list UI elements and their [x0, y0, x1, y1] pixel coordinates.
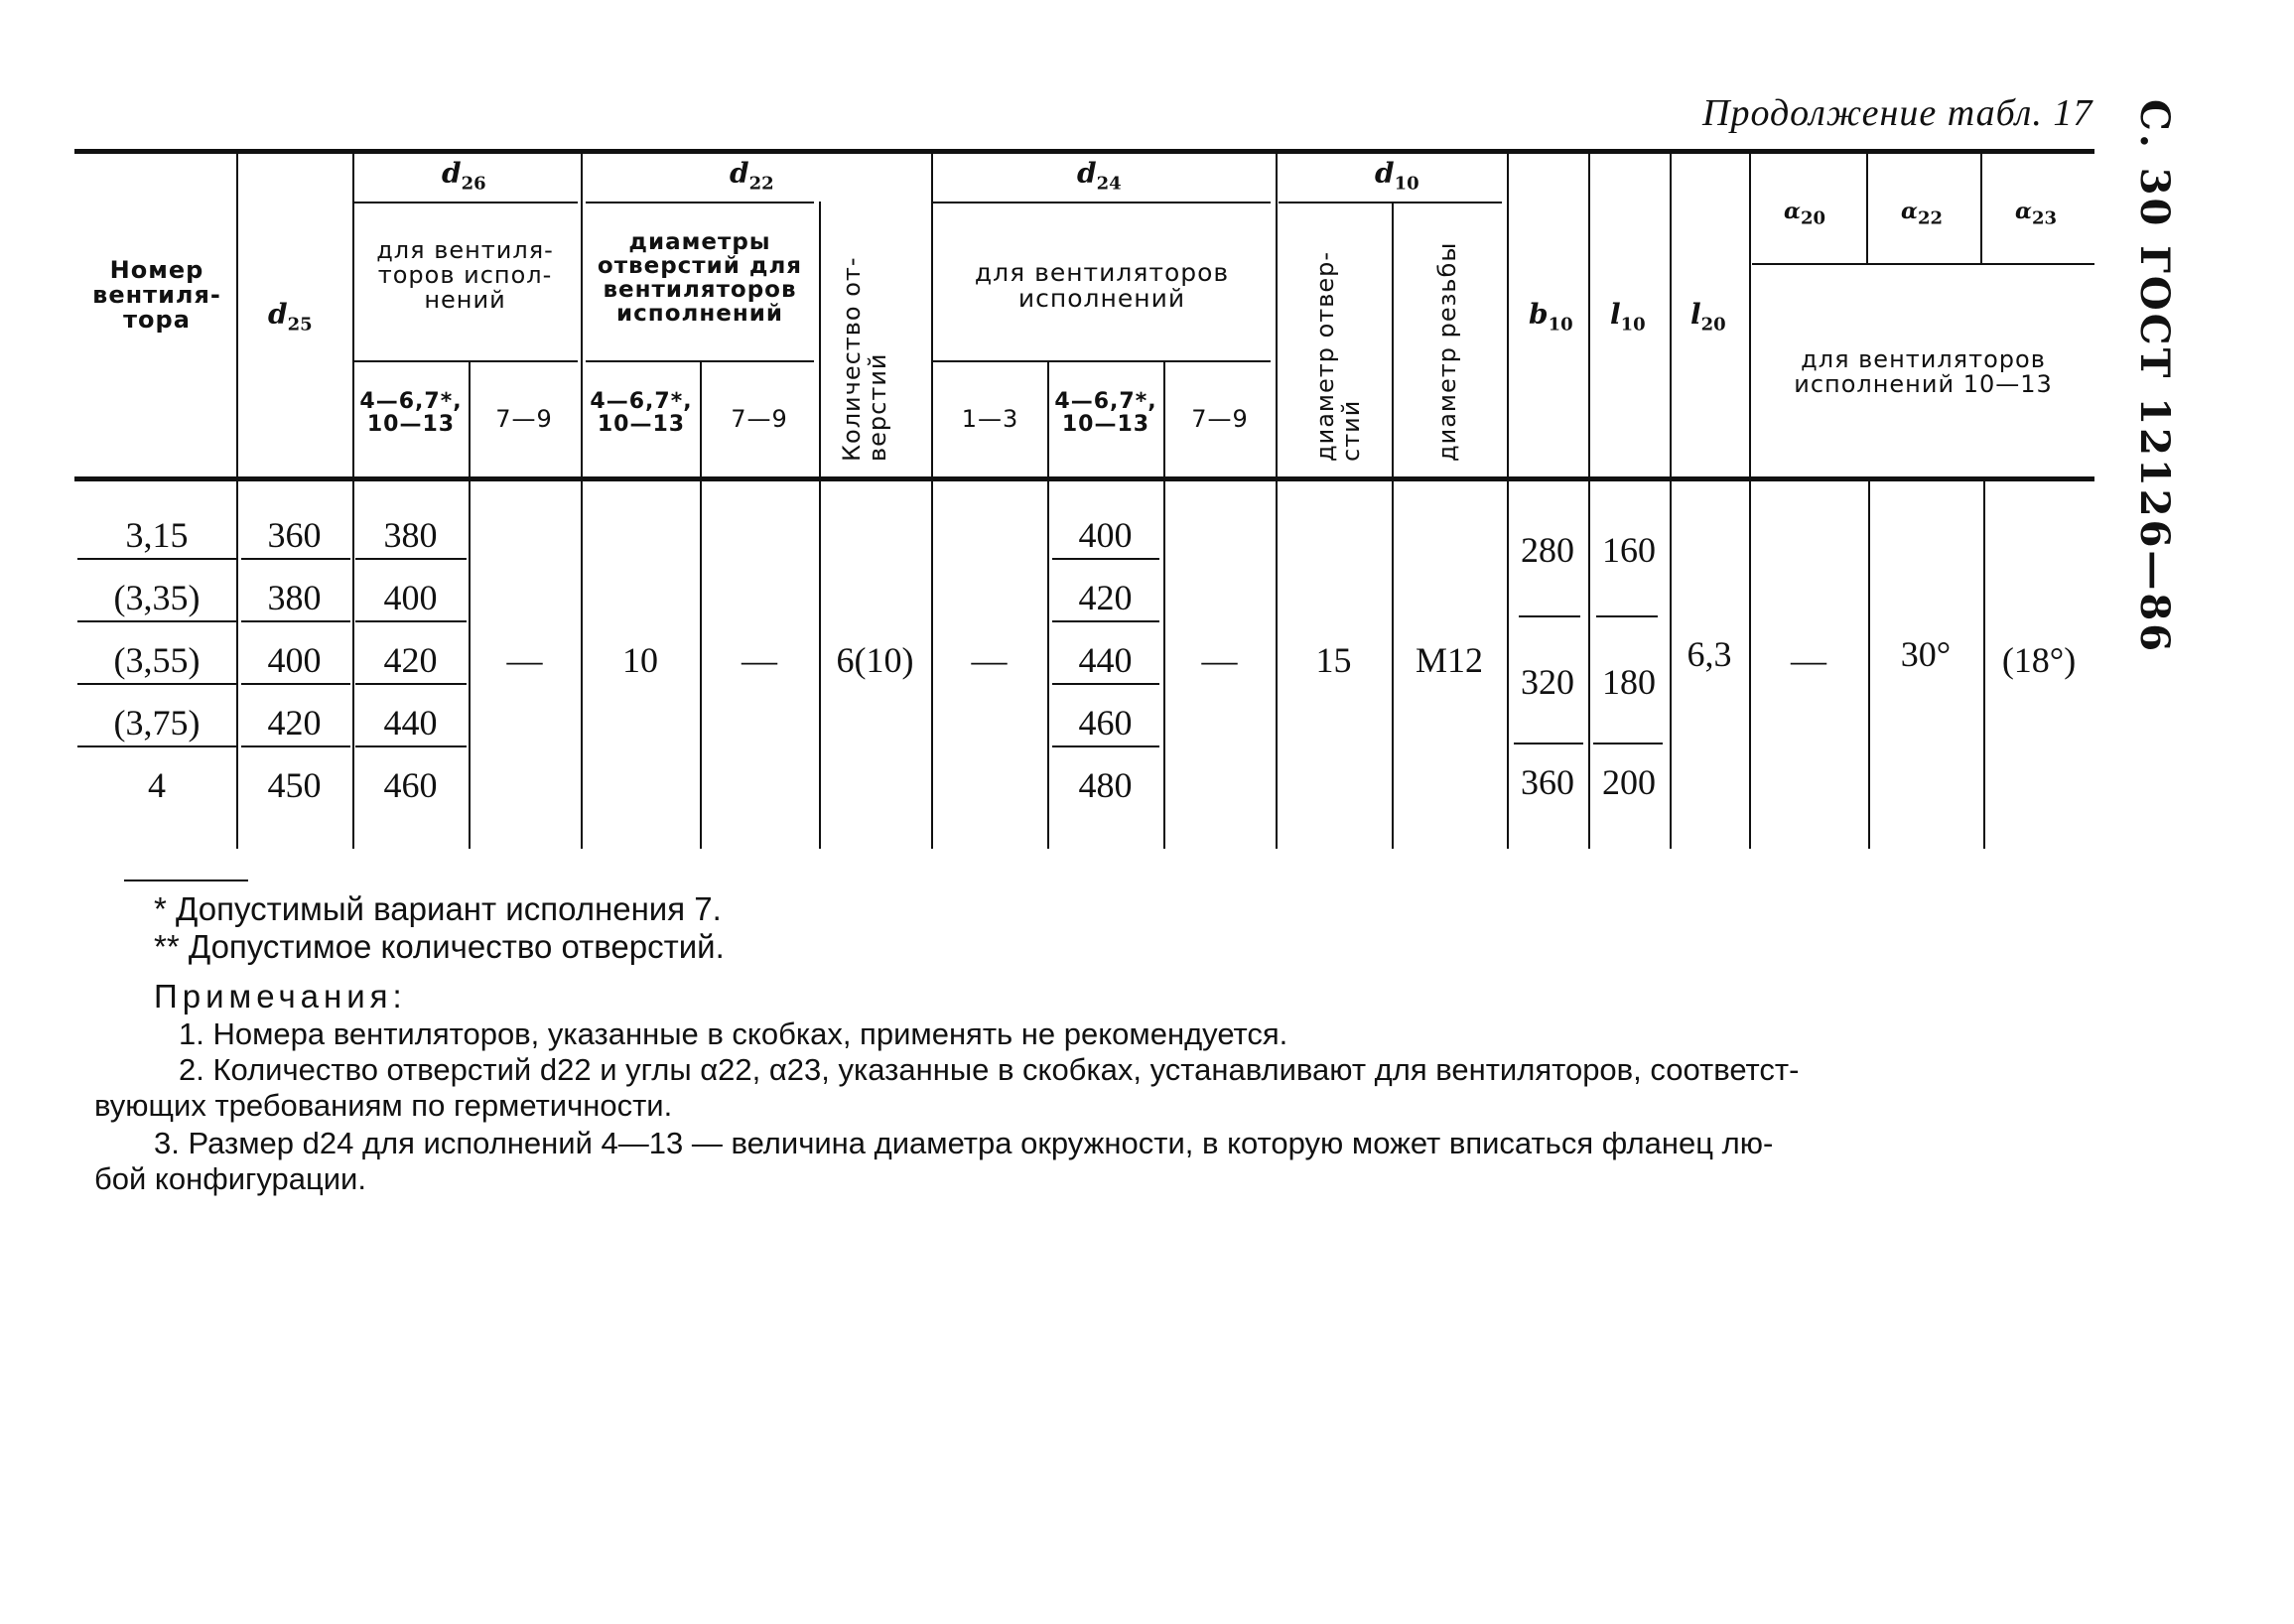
table-cell-l10: 200	[1602, 762, 1656, 802]
header-a22: $\alpha_{22}$	[1901, 199, 1943, 229]
table-cell-d26: 420	[383, 640, 438, 680]
footnote-1: * Допустимый вариант исполнения 7.	[154, 890, 722, 927]
table-cell-d10-thread: M12	[1415, 640, 1483, 680]
table-cell-d26-7-9: —	[506, 640, 543, 680]
table-row-fan: (3,35)	[113, 578, 201, 617]
table-cell-d25: 360	[267, 515, 322, 555]
table-cell-d22-4-13: 10	[622, 640, 658, 680]
header-holes-count: Количество от- верстий	[838, 256, 892, 462]
table-row-fan: (3,75)	[113, 703, 201, 743]
note-2-cont: вующих требованиям по герметичности.	[94, 1088, 673, 1123]
header-d26-sub: для вентиля- торов испол- нений	[376, 236, 554, 315]
table-cell-a23: (18°)	[2001, 640, 2077, 680]
table-cell-d24-7-9: —	[1201, 640, 1238, 680]
header-d10-hole: диаметр отвер- стий	[1311, 250, 1366, 462]
header-l10: $l_{10}$	[1610, 298, 1646, 336]
header-d25: $d_{25}$	[268, 298, 313, 336]
header-d10-thread: диаметр резьбы	[1433, 241, 1461, 462]
table-cell-d25: 400	[267, 640, 322, 680]
table-cell-b10: 320	[1521, 662, 1574, 702]
table-row-fan: 4	[148, 765, 166, 805]
table-cell-d25: 380	[267, 578, 322, 617]
footnote-2: ** Допустимое количество отверстий.	[154, 928, 725, 965]
header-fan-number: Номер вентиля- тора	[92, 256, 221, 335]
header-d26-range-b: 7—9	[495, 405, 553, 433]
header-b10: $b_{10}$	[1529, 298, 1573, 336]
table-cell-d24: 440	[1078, 640, 1133, 680]
note-3-cont: бой конфигурации.	[94, 1161, 366, 1196]
table-cell-d26: 440	[383, 703, 438, 743]
header-d22-sub: диаметры отверстий для вентиляторов исполнений	[597, 229, 803, 328]
header-d24-sub: для вентиляторов исполнений	[974, 258, 1230, 314]
document-id: С. 30 ГОСТ 12126—86	[2131, 99, 2178, 655]
table-cell-d24: 460	[1078, 703, 1133, 743]
header-l20: $l_{20}$	[1690, 298, 1726, 336]
table-cell-l20: 6,3	[1687, 634, 1732, 674]
header-a20: $\alpha_{20}$	[1784, 199, 1825, 229]
table-cell-b10: 360	[1521, 762, 1574, 802]
table-cell-d26: 460	[383, 765, 438, 805]
table-row-fan: (3,55)	[113, 640, 201, 680]
note-3: 3. Размер d24 для исполнений 4—13 — величина диаметра окружности, в которую может вписаться фланец лю-	[154, 1126, 1774, 1160]
header-d24: $d_{24}$	[1077, 157, 1122, 195]
footnote-divider	[124, 880, 248, 881]
table-cell-a22: 30°	[1900, 634, 1952, 674]
continuation-caption: Продолжение табл. 17	[1702, 92, 2093, 134]
table-cell-d26: 380	[383, 515, 438, 555]
header-d26: $d_{26}$	[442, 157, 486, 195]
table-cell-l10: 180	[1602, 662, 1656, 702]
header-d24-range-b: 7—9	[1191, 405, 1249, 433]
table-cell-a20: —	[1791, 640, 1826, 680]
table-cell-d25: 420	[267, 703, 322, 743]
table-cell-d22-7-9: —	[742, 640, 777, 680]
header-alpha-sub: для вентиляторов исполнений 10—13	[1794, 345, 2053, 399]
table-cell-d26: 400	[383, 578, 438, 617]
note-1: 1. Номера вентиляторов, указанные в скобках, применять не рекомендуется.	[179, 1016, 1288, 1051]
header-d22-range-b: 7—9	[731, 405, 788, 433]
table-cell-d10-hole: 15	[1315, 640, 1352, 680]
table-cell-d24-1-3: —	[971, 640, 1008, 680]
table-cell-holes: 6(10)	[836, 640, 914, 680]
header-d26-range-a: 4—6,7*, 10—13	[359, 389, 463, 438]
table-cell-d24: 480	[1078, 765, 1133, 805]
note-2: 2. Количество отверстий d22 и углы α22, α23, указанные в скобках, устанавливают для вентиляторов, соответст-	[179, 1052, 1800, 1087]
header-d24-range-a: 4—6,7*, 10—13	[1054, 389, 1157, 438]
table-cell-d24: 400	[1078, 515, 1133, 555]
header-a23: $\alpha_{23}$	[2015, 199, 2057, 229]
notes-title: Примечания:	[154, 978, 407, 1015]
table-cell-b10: 280	[1521, 530, 1574, 570]
table-row-fan: 3,15	[125, 515, 189, 555]
table-cell-l10: 160	[1602, 530, 1656, 570]
header-d22: $d_{22}$	[730, 157, 774, 195]
table-cell-d24: 420	[1078, 578, 1133, 617]
header-d24-range-1-3: 1—3	[961, 405, 1019, 433]
header-d22-range-a: 4—6,7*, 10—13	[590, 389, 693, 438]
table-cell-d25: 450	[267, 765, 322, 805]
header-d10: $d_{10}$	[1375, 157, 1419, 195]
